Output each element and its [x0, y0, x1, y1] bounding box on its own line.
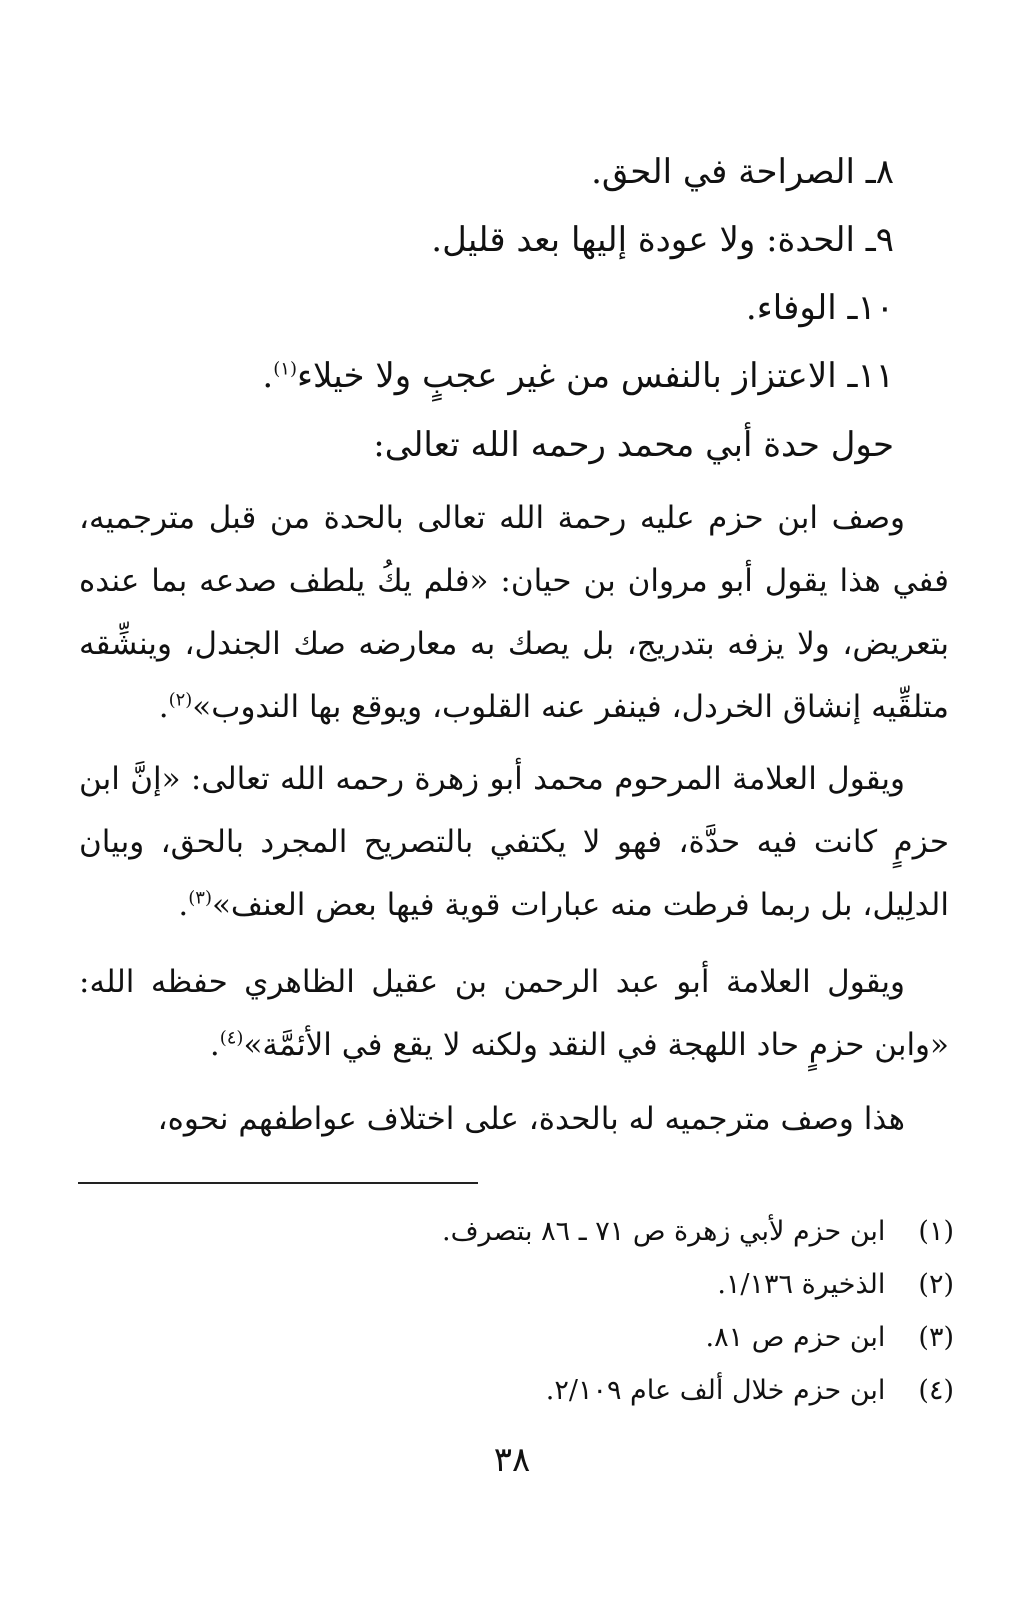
list-item-8: ٨ـ الصراحة في الحق. — [591, 152, 894, 192]
footnote-ref: (٣) — [188, 887, 212, 909]
footnote-4: (٤) ابن حزم خلال ألف عام ٢/١٠٩. — [545, 1375, 954, 1406]
page-number: ٣٨ — [493, 1440, 531, 1480]
footnote-ref: (١) — [273, 358, 297, 380]
paragraph-3: ويقول العلامة أبو عبد الرحمن بن عقيل الظاهري حفظه الله: «وابن حزمٍ حاد اللهجة في النقد ولكنه لا يقع في الأئمَّة»$^{(٤)}$. — [79, 964, 949, 1063]
footnote-divider — [78, 1182, 478, 1184]
footnote-ref: (٢) — [168, 689, 193, 711]
footnotes — [84, 1205, 954, 1417]
list-item-11: ١١ـ الاعتزاز بالنفس من غير عجبٍ ولا خيلاء$^{(١)}$. — [262, 356, 894, 396]
paragraph-2: ويقول العلامة المرحوم محمد أبو زهرة رحمه الله تعالى: «إنَّ ابن حزمٍ كانت فيه حدَّة، فهو لا يكتفي بالتصريح المجرد بالحق، وبيان الدلِيل، بل ربما فرطت منه عبارات قوية فيها بعض العنف»$^{(٣)}$. — [79, 761, 949, 923]
list-item-9: ٩ـ الحدة: ولا عودة إليها بعد قليل. — [431, 220, 894, 260]
section-heading: حول حدة أبي محمد رحمه الله تعالى: — [373, 425, 894, 465]
footnote-ref: (٤) — [219, 1027, 244, 1049]
list-item-10: ١٠ـ الوفاء. — [745, 288, 894, 328]
paragraph-4: هذا وصف مترجميه له بالحدة، على اختلاف عواطفهم نحوه، — [157, 1101, 905, 1137]
footnote-3: (٣) ابن حزم ص ٨١. — [705, 1322, 954, 1353]
paragraph-1: وصف ابن حزم عليه رحمة الله تعالى بالحدة من قبل مترجميه، ففي هذا يقول أبو مروان بن حيان: «فلم يكُ يلطف صدعه بما عنده بتعريض، ولا يزفه بتدريج، بل يصك به معارضه صك الجندل، وينشِّقه متلقِّيه إنشاق الخردل، فينفر عنه القلوب، ويوقع بها الندوب»$^{(٢)}$. — [79, 500, 949, 725]
footnote-2: (٢) الذخيرة ١/١٣٦. — [717, 1269, 954, 1300]
footnote-1: (١) ابن حزم لأبي زهرة ص ٧١ ـ ٨٦ بتصرف. — [441, 1216, 954, 1247]
